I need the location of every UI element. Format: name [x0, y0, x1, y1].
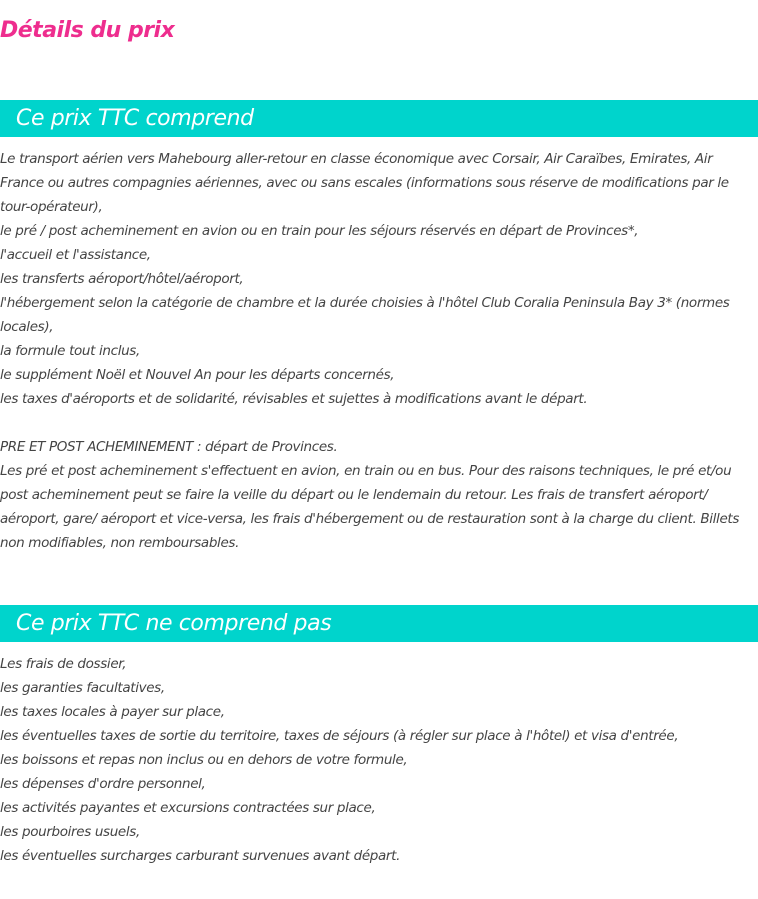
not-included-item: les activités payantes et excursions contractées sur place, [0, 800, 376, 816]
pre-post-title: PRE ET POST ACHEMINEMENT : départ de Provinces. [0, 439, 338, 455]
not-included-section-header: Ce prix TTC ne comprend pas [0, 605, 758, 642]
not-included-item: les taxes locales à payer sur place, [0, 704, 225, 720]
pre-post-transport-info [0, 435, 758, 555]
included-item: la formule tout inclus, [0, 343, 140, 359]
not-included-item: les boissons et repas non inclus ou en dehors de votre formule, [0, 752, 408, 768]
included-item: le pré / post acheminement en avion ou en train pour les séjours réservés en départ de Provinces*, [0, 223, 639, 239]
page-title: Détails du prix [0, 18, 175, 43]
not-included-item: les éventuelles surcharges carburant survenues avant départ. [0, 848, 401, 864]
not-included-list [0, 652, 758, 868]
included-item: le supplément Noël et Nouvel An pour les départs concernés, [0, 367, 395, 383]
included-list [0, 147, 758, 411]
not-included-item: les pourboires usuels, [0, 824, 140, 840]
not-included-item: les dépenses d'ordre personnel, [0, 776, 206, 792]
not-included-item: les éventuelles taxes de sortie du territoire, taxes de séjours (à régler sur place à l'hôtel) et visa d'entrée, [0, 728, 679, 744]
not-included-item: les garanties facultatives, [0, 680, 165, 696]
not-included-item: Les frais de dossier, [0, 656, 127, 672]
included-item: l'accueil et l'assistance, [0, 247, 151, 263]
included-item: les taxes d'aéroports et de solidarité, révisables et sujettes à modifications avant le départ. [0, 391, 588, 407]
included-item: Le transport aérien vers Mahebourg aller-retour en classe économique avec Corsair, Air Caraïbes, Emirates, Air France ou autres compagnies aériennes, avec ou sans escales (informations sous réserve de modifications par le tour-opérateur), [0, 151, 729, 215]
included-section-header: Ce prix TTC comprend [0, 100, 758, 137]
included-item: les transferts aéroport/hôtel/aéroport, [0, 271, 244, 287]
included-item: l'hébergement selon la catégorie de chambre et la durée choisies à l'hôtel Club Coralia Peninsula Bay 3* (normes locales), [0, 295, 730, 335]
pre-post-text: Les pré et post acheminement s'effectuent en avion, en train ou en bus. Pour des raisons techniques, le pré et/ou post acheminement peut se faire la veille du départ ou le lendemain du retour. Les frais de transfert aéroport/ aéroport, gare/ aéroport et vice-versa, les frais d'hébergement ou de restauration sont à la charge du client. Billets non modifiables, non remboursables. [0, 463, 740, 551]
